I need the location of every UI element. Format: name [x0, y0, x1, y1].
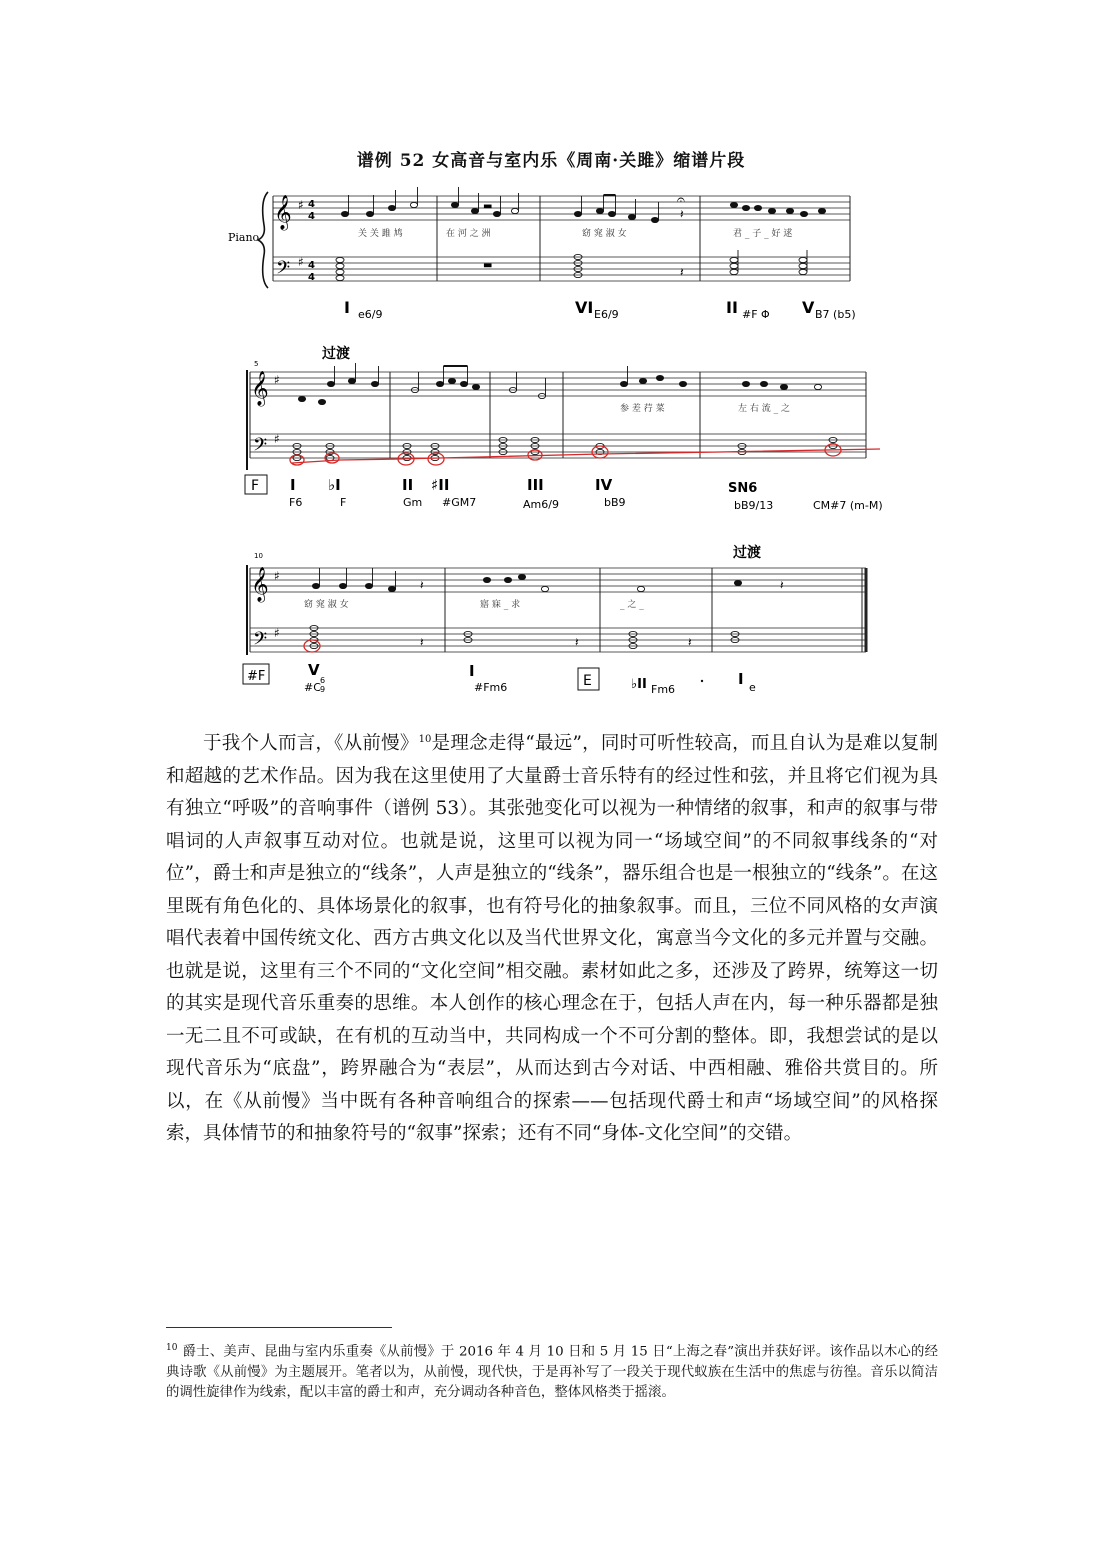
- bass-staff-3: [250, 628, 866, 652]
- lyrics-measure: _ 之 _: [620, 600, 644, 610]
- body-paragraph: [166, 728, 938, 1151]
- bass-chords-3: [310, 625, 739, 648]
- roman-numeral: VI: [575, 298, 594, 317]
- rest-icon: 𝄽: [680, 207, 684, 221]
- key-signature-sharp-icon: ♯: [298, 198, 304, 212]
- chord-symbol: B7 (b5): [815, 308, 856, 321]
- barlines-3: [250, 568, 866, 652]
- chord-symbol: F: [340, 496, 347, 509]
- instrument-label: Piano: [228, 231, 260, 244]
- chord-symbol: bB9/13: [734, 499, 774, 512]
- treble-staff-2: [250, 372, 866, 396]
- footnote-divider: [166, 1327, 392, 1328]
- chord-symbol: F6: [289, 496, 303, 509]
- rest-icon: ▬: [483, 260, 493, 271]
- figure-caption: 谱例 52 女高音与室内乐《周南·关雎》缩谱片段: [356, 151, 746, 171]
- roman-numeral: ♯II: [431, 476, 450, 494]
- key-signature-sharp-icon: ♯: [274, 373, 280, 387]
- transition-annotation: 过渡: [733, 545, 761, 561]
- footnote-text: 爵士、美声、昆曲与室内乐重奏《从前慢》于 2016 年 4 月 10 日和 5 月 15 日“上海之春”演出并获好评。该作品以木心的经典诗歌《从前慢》为主题展开。笔者以为，从前慢，现代快，于是再补写了一段关于现代蚁族在生活中的焦虑与彷徨。音乐以简洁的调性旋律作为线索，配以丰富的爵士和声，充分调动各种音色，整体风格类于摇滚。: [166, 1344, 938, 1401]
- lyrics-measure: 窈 窕 淑 女: [582, 229, 627, 239]
- chord-symbol: bB9: [604, 496, 626, 509]
- key-signature-sharp-icon: ♯: [274, 432, 280, 446]
- chord-subscript: 9: [320, 685, 326, 694]
- dot-mark: [701, 680, 703, 682]
- roman-numeral: I: [290, 476, 296, 494]
- roman-numeral: II: [726, 298, 738, 317]
- lyrics-measure: 寤 寐 _ 求: [480, 600, 521, 610]
- rest-icon: 𝄽: [420, 635, 424, 649]
- lyrics-measure: 窈 窕 淑 女: [304, 600, 349, 610]
- fermata-icon: 𝄐: [677, 192, 685, 208]
- score-system-1: [228, 187, 856, 321]
- footnote-number: 10: [166, 1343, 178, 1353]
- treble-clef-icon: 𝄞: [251, 567, 269, 602]
- chord-symbol: E6/9: [594, 308, 619, 321]
- key-box-label: F: [251, 478, 260, 494]
- paragraph-text: 是理念走得“最远”，同时可听性较高，而且自认为是难以复制和超越的艺术作品。因为我在这里使用了大量爵士音乐特有的经过性和弦，并且将它们视为具有独立“呼吸”的音响事件（谱例 53）。其张弛变化可以视为一种情绪的叙事，和声的叙事与带唱词的人声叙事互动对位。也就是说，这里可以视为同一“场域空间”的不同叙事线条的“对位”，爵士和声是独立的“线条”，人声是独立的“线条”，器乐组合也是一根独立的“线条”。在这里既有角色化的、具体场景化的叙事，也有符号化的抽象叙事。而且，三位不同风格的女声演唱代表着中国传统文化、西方古典文化以及当代世界文化，寓意当今文化的多元并置与交融。也就是说，这里有三个不同的“文化空间”相交融。素材如此之多，还涉及了跨界，统筹这一切的其实是现代音乐重奏的思维。本人创作的核心理念在于，包括人声在内，每一种乐器都是独一无二且不可或缺，在有机的互动当中，共同构成一个不可分割的整体。即，我想尝试的是以现代音乐为“底盘”，跨界融合为“表层”，从而达到古今对话、中西相融、雅俗共赏目的。所以，在《从前慢》当中既有各种音响组合的探索——包括现代爵士和声“场域空间”的风格探索，具体情节的和抽象符号的“叙事”探索；还有不同“身体-文化空间”的交错。: [166, 733, 938, 1144]
- chord-symbol: e6/9: [358, 308, 383, 321]
- rest-icon: 𝄽: [688, 635, 692, 649]
- key-box-label: #F: [247, 669, 266, 684]
- footnote-reference[interactable]: 10: [418, 733, 432, 745]
- treble-clef-icon: 𝄞: [274, 195, 292, 230]
- rest-icon: 𝄽: [575, 635, 579, 649]
- time-signature-icon: 4: [308, 211, 315, 222]
- chord-symbol: CM#7 (m-M): [813, 499, 883, 512]
- roman-numeral: ♭II: [631, 677, 647, 692]
- barlines-2: [250, 372, 866, 458]
- roman-numeral: III: [527, 476, 544, 494]
- lyrics-measure: 左 右 流 _ 之: [738, 404, 790, 414]
- key-box-label: E: [583, 673, 592, 689]
- chord-symbol: Fm6: [651, 683, 676, 696]
- lyrics-measure: 关 关 雎 鸠: [358, 229, 403, 239]
- notes-1: [341, 187, 825, 223]
- roman-numeral: ♭I: [328, 476, 341, 494]
- roman-numeral: I: [344, 298, 350, 317]
- time-signature-icon: 4: [308, 260, 315, 271]
- key-signature-sharp-icon: ♯: [298, 255, 304, 269]
- lyrics-measure: 参 差 荇 菜: [620, 404, 665, 414]
- score-system-3: [243, 544, 866, 696]
- measure-number: 5: [254, 360, 259, 368]
- rest-icon: 𝄽: [420, 578, 424, 592]
- key-signature-sharp-icon: ♯: [274, 569, 280, 583]
- chord-symbol: #GM7: [442, 496, 477, 509]
- lyrics-measure: 君 _ 子 _ 好 逑: [733, 229, 793, 239]
- bass-chords-1: [336, 250, 807, 281]
- red-annotations: [290, 444, 880, 465]
- chord-symbol: #Fm6: [474, 681, 508, 694]
- roman-numeral: V: [802, 298, 815, 317]
- rest-icon: 𝄽: [680, 265, 684, 279]
- time-signature-icon: 4: [308, 199, 315, 210]
- bass-clef-icon: 𝄢: [253, 629, 268, 654]
- treble-staff-1: [273, 196, 850, 220]
- transition-annotation: 过渡: [322, 346, 350, 362]
- chord-symbol: e: [749, 681, 756, 694]
- rest-icon: ▬: [483, 201, 493, 212]
- roman-numeral: SN6: [728, 481, 758, 496]
- score-system-2: [245, 345, 883, 512]
- roman-numeral: IV: [595, 476, 613, 494]
- roman-numeral: I: [469, 662, 475, 680]
- rest-icon: 𝄽: [780, 578, 784, 592]
- chord-symbol: Gm: [403, 496, 423, 509]
- grand-staff-brace: [258, 192, 268, 288]
- bass-clef-icon: 𝄢: [276, 258, 291, 283]
- roman-numeral: I: [738, 670, 744, 688]
- roman-numeral: II: [402, 476, 414, 494]
- treble-clef-icon: 𝄞: [251, 371, 269, 406]
- time-signature-icon: 4: [308, 272, 315, 283]
- music-score-figure: [0, 0, 1102, 700]
- chord-symbol: Am6/9: [523, 498, 559, 511]
- bass-clef-icon: 𝄢: [253, 435, 268, 460]
- lyrics-measure: 在 河 之 洲: [446, 229, 491, 239]
- bass-staff-1: [273, 257, 850, 281]
- roman-numeral: V: [308, 661, 320, 679]
- paragraph-text: 于我个人而言，《从前慢》: [203, 733, 419, 754]
- chord-superscript: 6: [320, 676, 326, 685]
- chord-symbol: #F Φ: [742, 308, 770, 321]
- measure-number: 10: [254, 552, 263, 560]
- bass-chords-2: [293, 437, 837, 460]
- paragraph: [166, 728, 938, 1151]
- footnote: [166, 1338, 938, 1404]
- key-signature-sharp-icon: ♯: [274, 626, 280, 640]
- chord-symbol: #C: [304, 681, 321, 694]
